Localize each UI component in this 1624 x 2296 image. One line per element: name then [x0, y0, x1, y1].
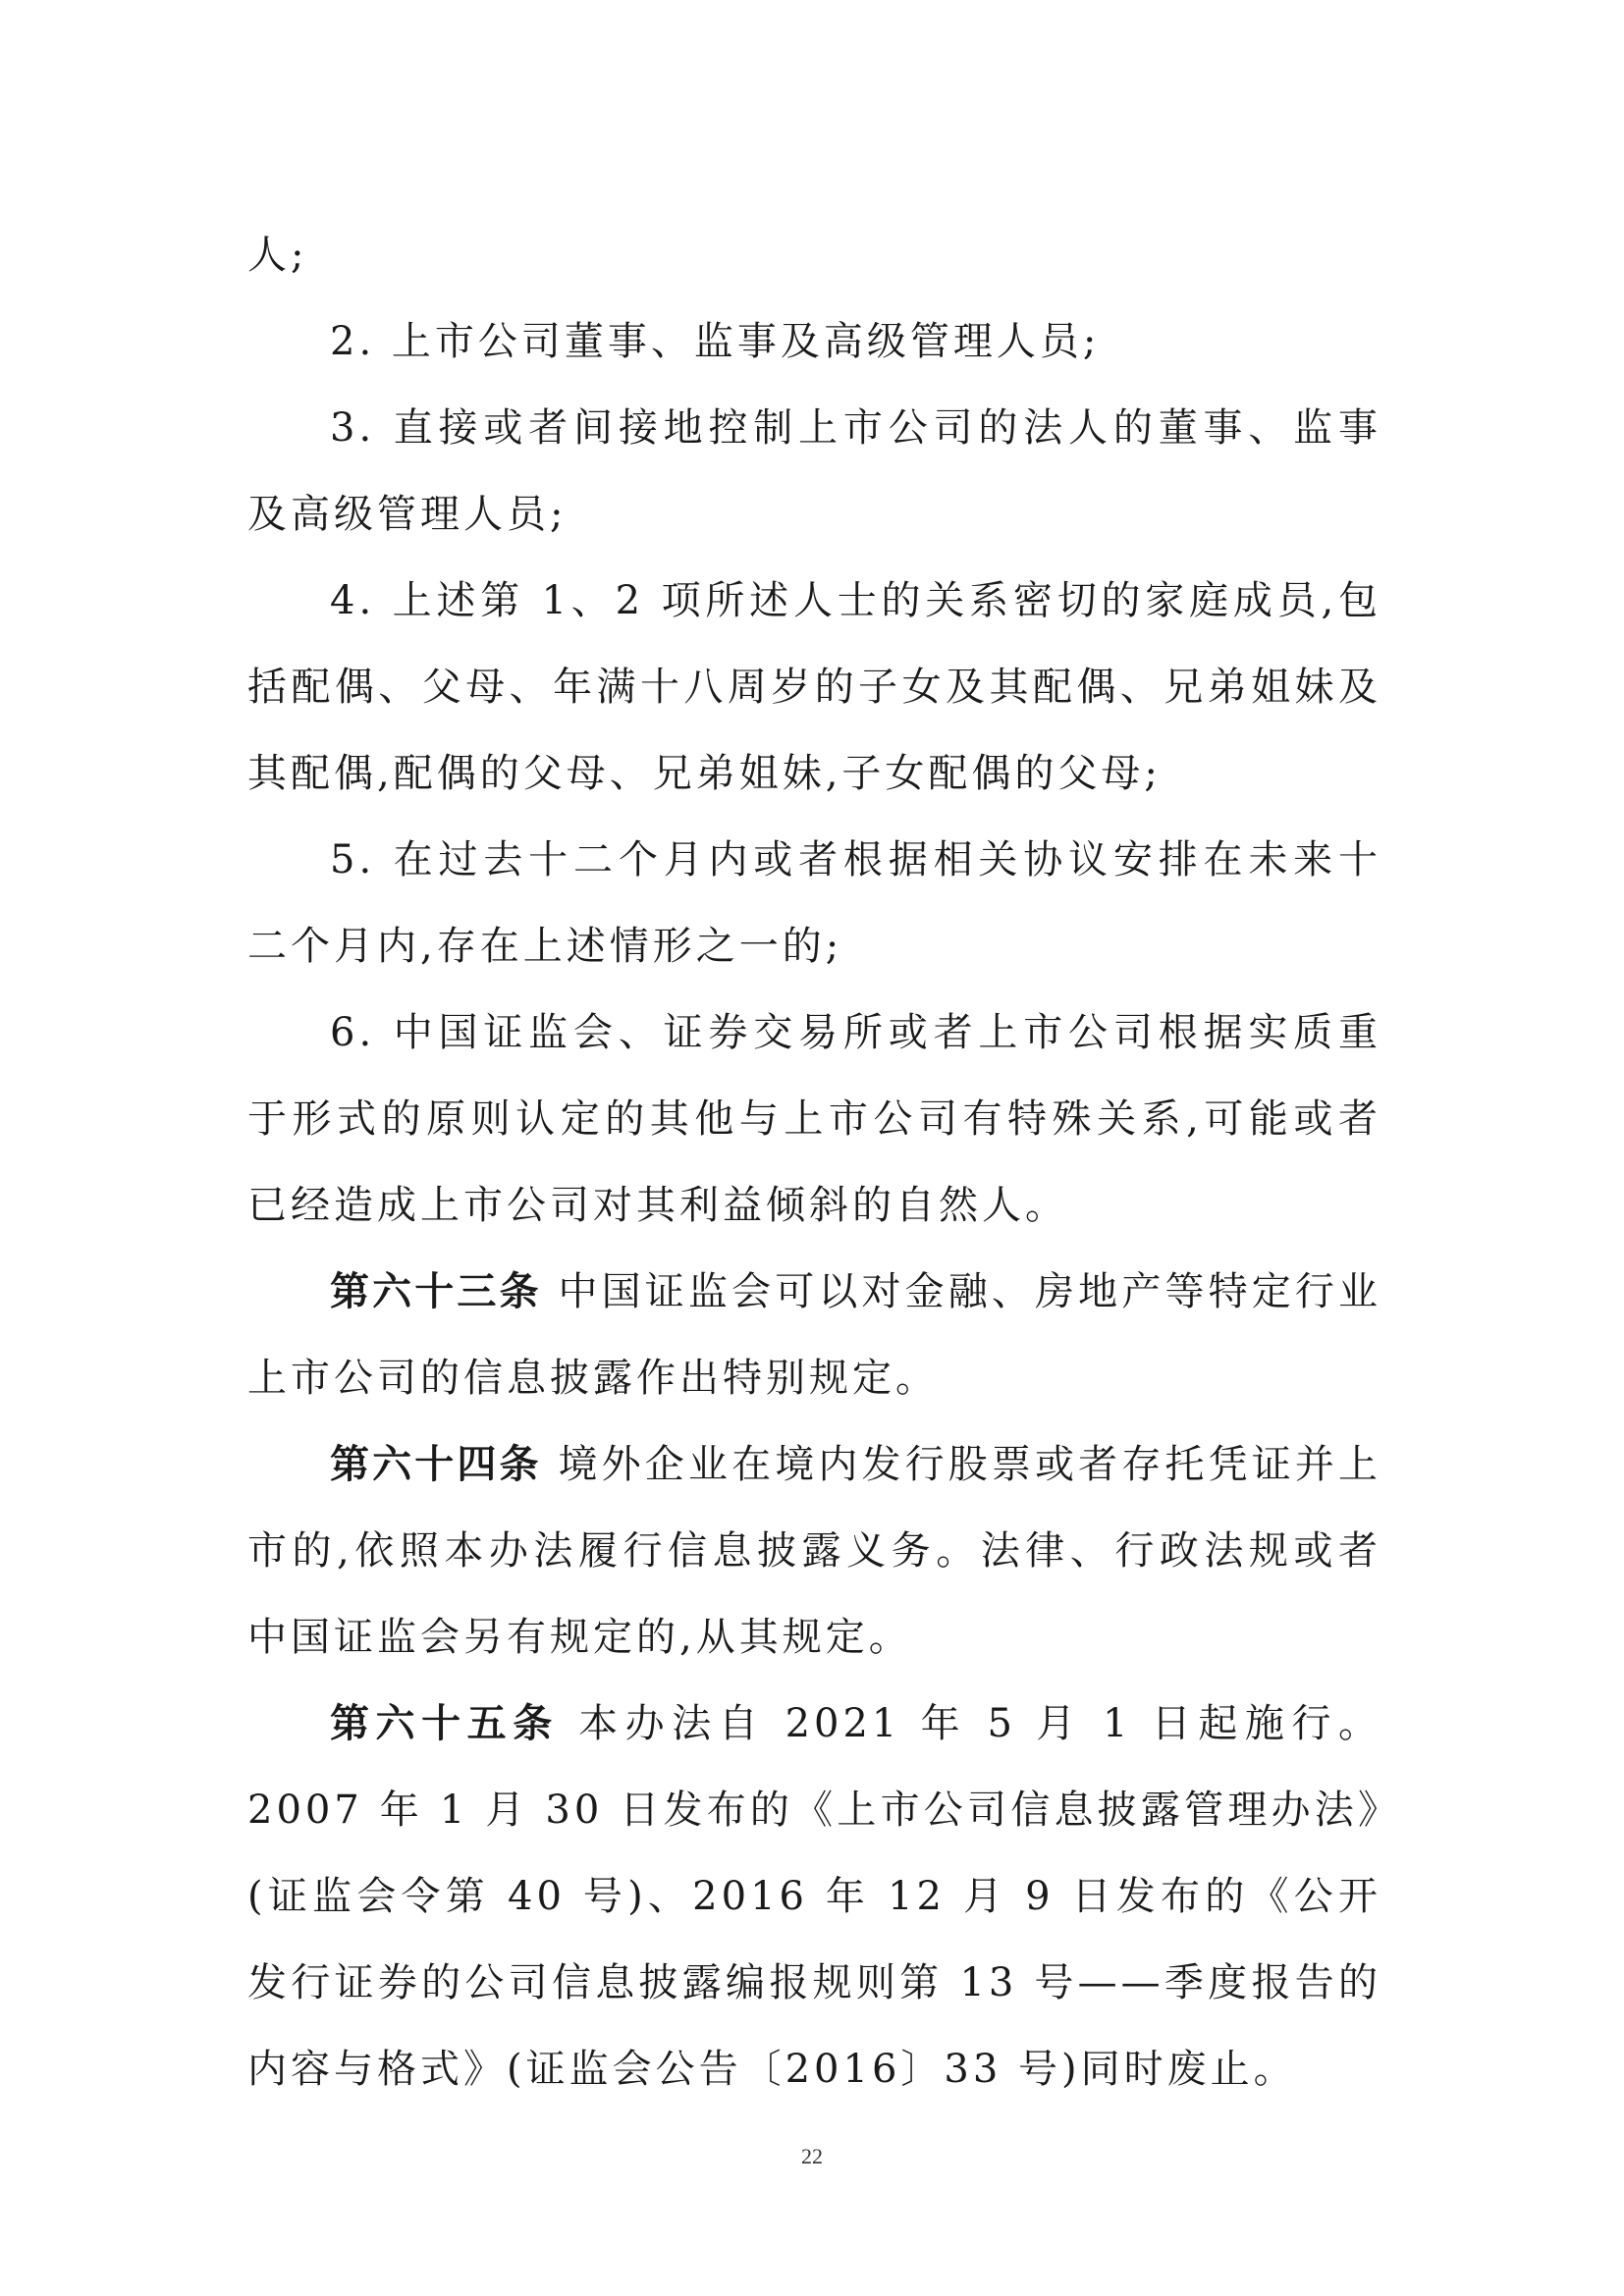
article-65-text: 本办法自 2021 年 5 月 1 日起施行。2007 年 1 月 30 日发布的《上市公司信息披露管理办法》(证监会令第 40 号)、2016 年 12 月 9 日发布的《公开发行证券的公司信息披露编报规则第 13 号——季度报告的内容与格式》(证监会公告〔2016〕33 号)同时废止。	[247, 1701, 1381, 2092]
article-64-number: 第六十四条	[330, 1442, 542, 1487]
article-63	[247, 1249, 1381, 1421]
article-64	[247, 1421, 1381, 1681]
article-64-text: 境外企业在境内发行股票或者存托凭证并上市的,依照本办法履行信息披露义务。法律、行政法规或者中国证监会另有规定的,从其规定。	[247, 1442, 1381, 1660]
article-63-number: 第六十三条	[330, 1269, 542, 1314]
page-number: 22	[801, 2144, 823, 2168]
list-item-3: 3. 直接或者间接地控制上市公司的法人的董事、监事及高级管理人员;	[247, 405, 1381, 537]
list-item-6: 6. 中国证监会、证券交易所或者上市公司根据实质重于形式的原则认定的其他与上市公司有特殊关系,可能或者已经造成上市公司对其利益倾斜的自然人。	[247, 1010, 1381, 1228]
list-item-4: 4. 上述第 1、2 项所述人士的关系密切的家庭成员,包括配偶、父母、年满十八周岁的子女及其配偶、兄弟姐妹及其配偶,配偶的父母、兄弟姐妹,子女配偶的父母;	[247, 578, 1381, 796]
article-65-number: 第六十五条	[330, 1701, 559, 1746]
article-63-text: 中国证监会可以对金融、房地产等特定行业上市公司的信息披露作出特别规定。	[247, 1269, 1381, 1401]
paragraph-continuation: 人;	[247, 233, 308, 278]
list-item-5: 5. 在过去十二个月内或者根据相关协议安排在未来十二个月内,存在上述情形之一的;	[247, 837, 1381, 969]
document-body	[247, 212, 1381, 2112]
article-65	[247, 1681, 1381, 2112]
list-item-2: 2. 上市公司董事、监事及高级管理人员;	[330, 319, 1101, 364]
